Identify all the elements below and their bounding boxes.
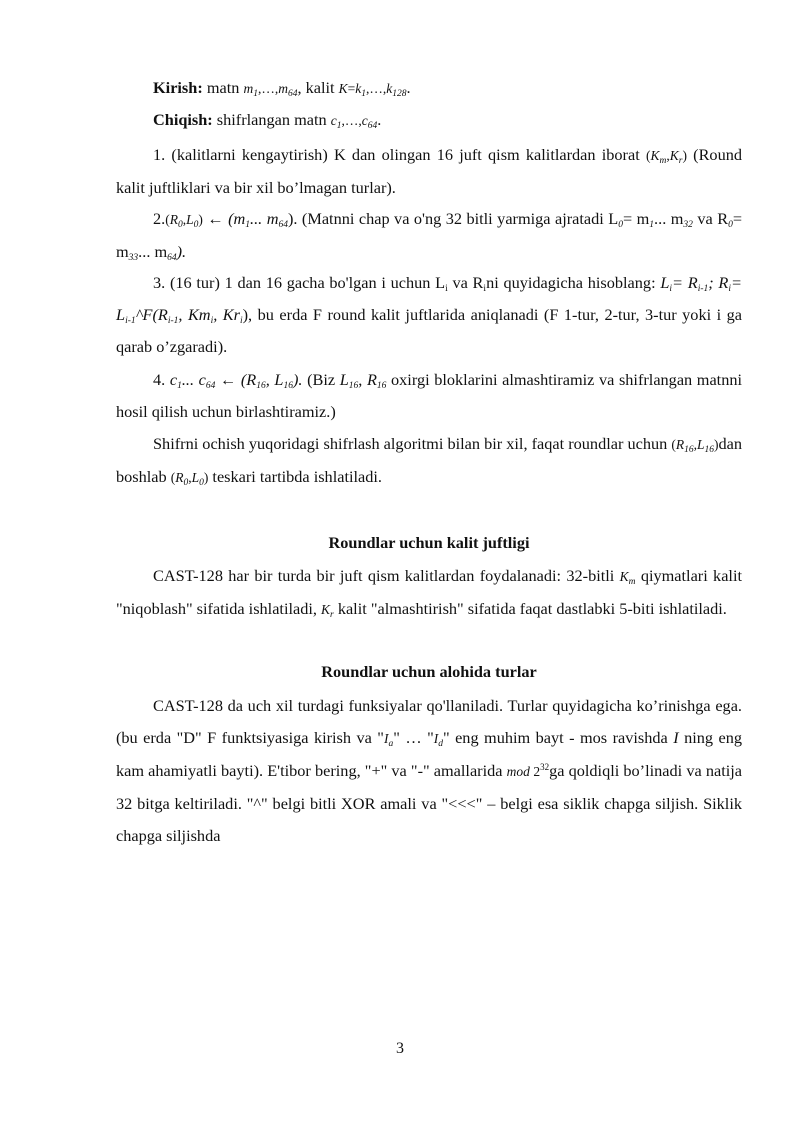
text: . xyxy=(377,110,382,129)
step-4: 4. $c_1$... $c_{64}$ ← ($R_{16}$, $L_{16}$). (Biz $L_{16}$, $R_{16}$ oxirgi bloklarini almashtiramiz va shifrlangan matnni hosil qilish uchun birlashtiramiz.) xyxy=(116,370,743,421)
page-number: 3 xyxy=(396,1040,404,1057)
math-ia: $I_a$ xyxy=(383,731,394,749)
decrypt-paragraph: Shifrni ochish yuqoridagi shifrlash algoritmi bilan bir xil, faqat roundlar uchun $(R_{16},L_{16})dan$ boshlab $(R_0,L_0)$ teskari tartibda ishlatiladi. xyxy=(116,434,742,488)
text: , kalit xyxy=(297,78,339,97)
section-heading-round-types: Roundlar uchun alohida turlar xyxy=(321,662,537,681)
text: shifrlangan matn xyxy=(212,110,331,129)
text: (Round kalit juftliklari va bir xil bo’lmagan turlar). xyxy=(116,145,742,197)
input-line xyxy=(116,72,742,105)
step-1 xyxy=(116,139,742,204)
section-heading-key-pair: Roundlar uchun kalit juftligi xyxy=(328,533,530,552)
text: 2. xyxy=(153,209,166,228)
text: matn xyxy=(202,78,244,97)
step-3: 3. (16 tur) 1 dan 16 gacha bo'lgan i uchun $L_i$ va $R_ini$ quyidagicha hisoblang: $L_i= R_{i-1}$; $R_i=$ $L_{i-1}\^{}F(R_{i-1}$, $Km_i$, $Kr_i$), bu erda F round kalit juftlarida aniqlanadi (F 1-tur, 2-tur, 3-tur yoki i ga qarab o’zgaradi). xyxy=(116,273,743,356)
output-line xyxy=(116,104,742,137)
input-label: Kirish: xyxy=(153,78,203,97)
key-pair-paragraph: CAST-128 har bir turda bir juft qism kalitlardan foydalanadi: 32-bitli $K_m$ qiymatlari kalit "niqoblash" sifatida ishlatiladi, $K_r$ kalit "almashtirish" sifatida faqat dastlabki 5-biti ishlatiladi. xyxy=(116,566,742,620)
step-2: $2.(R_0,L_0)$ ← ($m_1$... $m_{64}$). (Matnni chap va o'ng 32 bitli yarmiga ajratadi $L_0= m_1$... $m_{32}$ va $R_0= m_{33}$... $m_{64}$). xyxy=(116,209,743,263)
output-label: Chiqish: xyxy=(153,110,213,129)
math-id: $I_d$ xyxy=(433,731,443,749)
text: . xyxy=(406,78,411,97)
math-m-sequence: $m_1,\dots,m_{64}$ xyxy=(243,81,298,99)
text: 1. (kalitlarni kengaytirish) K dan olingan 16 juft qism kalitlardan iborat xyxy=(153,145,646,164)
math-round-keys: $(K_m,K_r)$ xyxy=(645,148,687,166)
math-mod: mod $2^{32}$ xyxy=(506,762,550,779)
math-r0-l0: $(R_0,L_0)$ xyxy=(165,212,203,230)
round-types-paragraph: CAST-128 da uch xil turdagi funksiyalar qo'llaniladi. Turlar quyidagicha ko’rinishga ega. (bu erda "D" F funktsiyasiga kirish va "$I_a$" … "$I_d$" eng muhim bayt - mos ravishda I ning eng kam ahamiyatli bayti). E'tibor bering, "+" va "-" amallarida mod $2^{32}ga$ qoldiqli bo’linadi va natija 32 bitga keltiriladi. "^" belgi bitli XOR amali va "<<<" – belgi esa siklik chapga siljish. Siklik chapga siljishda xyxy=(116,696,743,845)
math-kr: $K_r$ xyxy=(321,602,334,620)
math-c-sequence: $c_1,\dots,c_{64}$ xyxy=(330,113,378,131)
math-r0-l0-b: $(R_0,L_0)$ xyxy=(170,470,209,488)
math-km: $K_m$ xyxy=(619,569,636,587)
math-r16-l16: $(R_{16},L_{16})$ xyxy=(671,437,719,455)
math-key: $K=k_1,\dots,k_{128}$ xyxy=(338,81,407,99)
